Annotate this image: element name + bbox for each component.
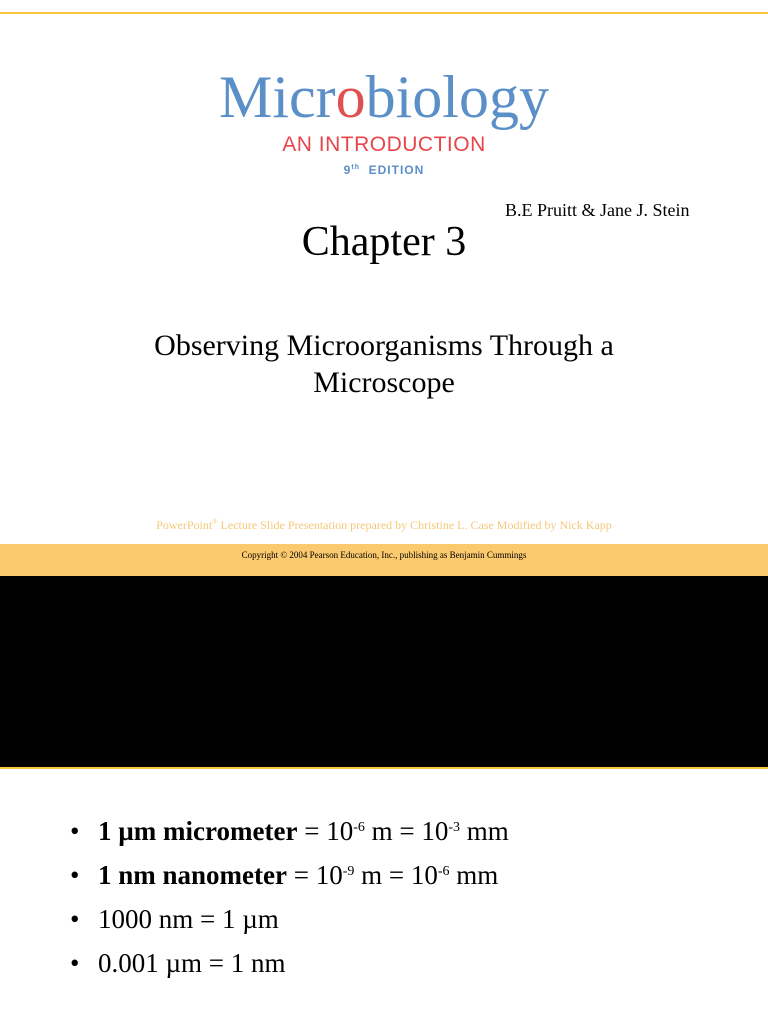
- subtitle-line-1: Observing Microorganisms Through a: [154, 329, 614, 362]
- authors: B.E Pruitt & Jane J. Stein: [505, 200, 690, 220]
- bullet-dot: •: [70, 904, 80, 934]
- edition-label: EDITION: [368, 163, 425, 177]
- top-rule: [0, 12, 768, 14]
- chapter-title: Chapter 3: [301, 219, 467, 265]
- edition-suffix: th: [351, 164, 360, 171]
- logo-title-start: Micr: [219, 64, 336, 130]
- logo-title-o: o: [335, 64, 366, 130]
- bullet-text: = 10: [286, 860, 343, 890]
- book-logo-title: [0, 62, 768, 132]
- bullet-text: 0.001 µm = 1 nm: [98, 948, 286, 978]
- bullet-dot: •: [70, 948, 80, 978]
- bullet-term: 1 µm micrometer: [98, 816, 298, 846]
- credit-part-1: PowerPoint: [156, 518, 213, 532]
- bullet-exponent: -6: [353, 820, 365, 835]
- book-logo-subtitle: AN INTRODUCTION: [282, 133, 486, 156]
- edition-number: 9: [343, 163, 352, 177]
- credit-part-2: Lecture Slide Presentation prepared by Christine L. Case Modified by Nick Kapp: [217, 518, 612, 532]
- presentation-credit: [0, 518, 768, 533]
- units-slide: [0, 769, 768, 1024]
- bullet-exponent: -6: [437, 864, 450, 879]
- bullet-nm-to-um: [70, 897, 509, 941]
- bullet-text: m = 10: [364, 816, 449, 846]
- book-edition: [0, 163, 768, 177]
- bullet-text: m = 10: [354, 860, 438, 890]
- logo-title-end: biology: [365, 64, 549, 130]
- slide-gap-band: [0, 576, 768, 767]
- bullet-text: 1000 nm = 1 µm: [98, 904, 279, 934]
- bullet-exponent: -9: [342, 864, 355, 879]
- bullet-micrometer: [70, 809, 509, 853]
- bullet-text: mm: [449, 860, 499, 890]
- bullet-text: mm: [460, 816, 509, 846]
- bullet-nanometer: [70, 853, 509, 897]
- units-bullet-list: [70, 809, 509, 985]
- chapter-subtitle: [84, 327, 684, 401]
- bullet-um-to-nm: [70, 941, 509, 985]
- bullet-term: 1 nm nanometer: [98, 860, 287, 890]
- copyright-bar: [0, 544, 768, 576]
- copyright-text: Copyright © 2004 Pearson Education, Inc., publishing as Benjamin Cummings: [241, 550, 527, 560]
- bullet-exponent: -3: [448, 820, 461, 835]
- credit-registered-mark: ®: [212, 518, 218, 526]
- bullet-dot: •: [70, 816, 80, 846]
- subtitle-line-2: Microscope: [313, 366, 455, 399]
- bullet-dot: •: [70, 860, 80, 890]
- bullet-text: = 10: [297, 816, 354, 846]
